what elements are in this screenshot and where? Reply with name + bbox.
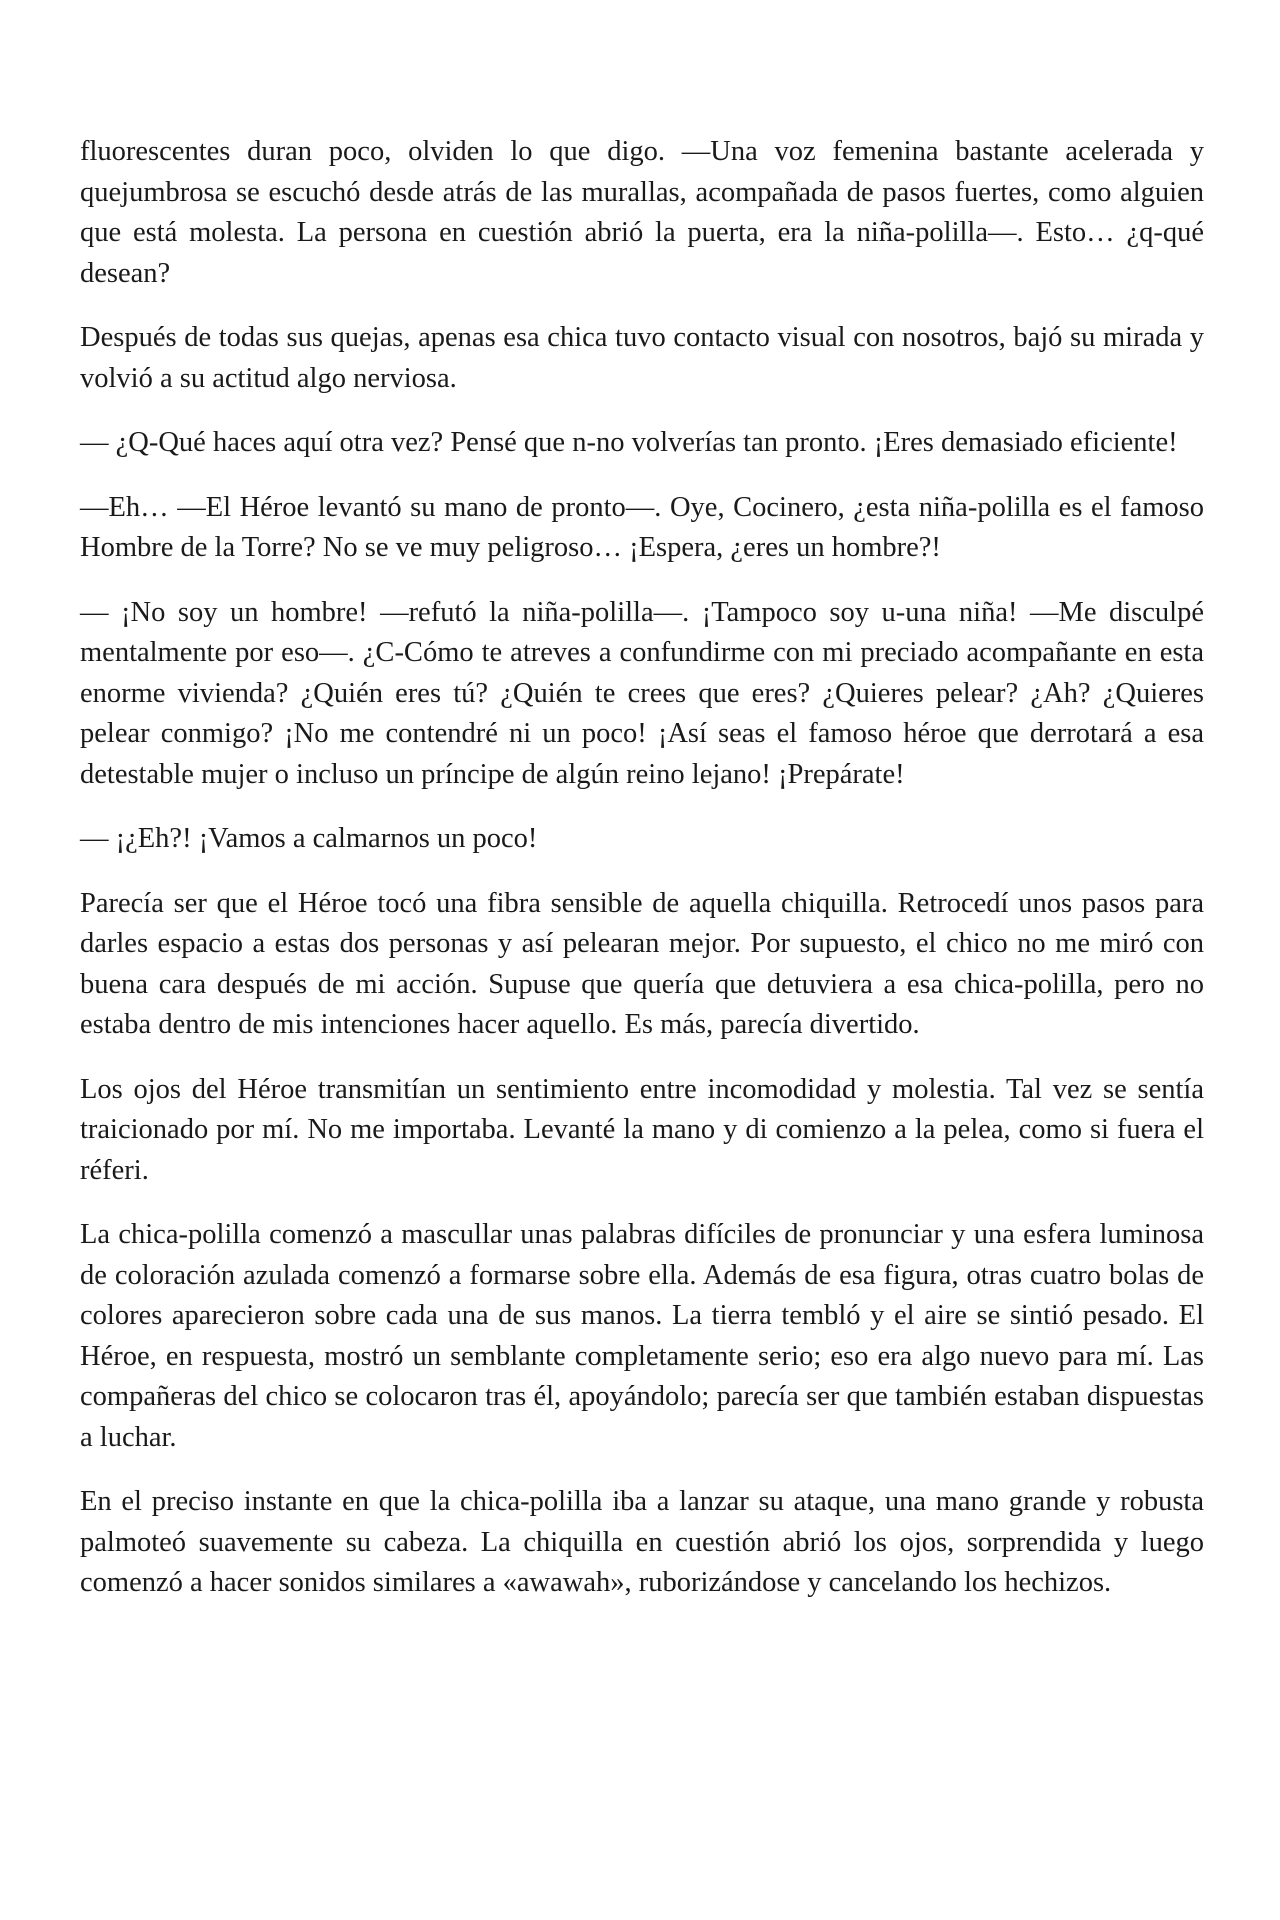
document-page (80, 132, 1204, 1628)
paragraph: — ¡No soy un hombre! —refutó la niña-polilla—. ¡Tampoco soy u-una niña! —Me disculpé mentalmente por eso—. ¿C-Cómo te atreves a confundirme con mi preciado acompañante en esta enorme vivienda? ¿Quién eres tú? ¿Quién te crees que eres? ¿Quieres pelear? ¿Ah? ¿Quieres pelear conmigo? ¡No me contendré ni un poco! ¡Así seas el famoso héroe que derrotará a esa detestable mujer o incluso un príncipe de algún reino lejano! ¡Prepárate! (80, 596, 1204, 790)
paragraph: — ¿Q-Qué haces aquí otra vez? Pensé que n-no volverías tan pronto. ¡Eres demasiado eficiente! (80, 427, 1178, 458)
paragraph: En el preciso instante en que la chica-polilla iba a lanzar su ataque, una mano grande y robusta palmoteó suavemente su cabeza. La chiquilla en cuestión abrió los ojos, sorprendida y luego comenzó a hacer sonidos similares a «awawah», ruborizándose y cancelando los hechizos. (80, 1486, 1204, 1598)
paragraph: La chica-polilla comenzó a mascullar unas palabras difíciles de pronunciar y una esfera luminosa de coloración azulada comenzó a formarse sobre ella. Además de esa figura, otras cuatro bolas de colores aparecieron sobre cada una de sus manos. La tierra tembló y el aire se sintió pesado. El Héroe, en respuesta, mostró un semblante completamente serio; eso era algo nuevo para mí. Las compañeras del chico se colocaron tras él, apoyándolo; parecía ser que también estaban dispuestas a luchar. (80, 1219, 1204, 1453)
paragraph: —Eh… —El Héroe levantó su mano de pronto—. Oye, Cocinero, ¿esta niña-polilla es el famoso Hombre de la Torre? No se ve muy peligroso… ¡Espera, ¿eres un hombre?! (80, 491, 1204, 563)
paragraph: Después de todas sus quejas, apenas esa chica tuvo contacto visual con nosotros, bajó su mirada y volvió a su actitud algo nerviosa. (80, 322, 1204, 394)
paragraph: fluorescentes duran poco, olviden lo que digo. —Una voz femenina bastante acelerada y quejumbrosa se escuchó desde atrás de las murallas, acompañada de pasos fuertes, como alguien que está molesta. La persona en cuestión abrió la puerta, era la niña-polilla—. Esto… ¿q-qué desean? (80, 136, 1204, 289)
paragraph: Los ojos del Héroe transmitían un sentimiento entre incomodidad y molestia. Tal vez se sentía traicionado por mí. No me importaba. Levanté la mano y di comienzo a la pelea, como si fuera el réferi. (80, 1073, 1204, 1186)
paragraph: Parecía ser que el Héroe tocó una fibra sensible de aquella chiquilla. Retrocedí unos pasos para darles espacio a estas dos personas y así pelearan mejor. Por supuesto, el chico no me miró con buena cara después de mi acción. Supuse que quería que detuviera a esa chica-polilla, pero no estaba dentro de mis intenciones hacer aquello. Es más, parecía divertido. (80, 887, 1204, 1040)
paragraph: — ¡¿Eh?! ¡Vamos a calmarnos un poco! (80, 823, 538, 854)
